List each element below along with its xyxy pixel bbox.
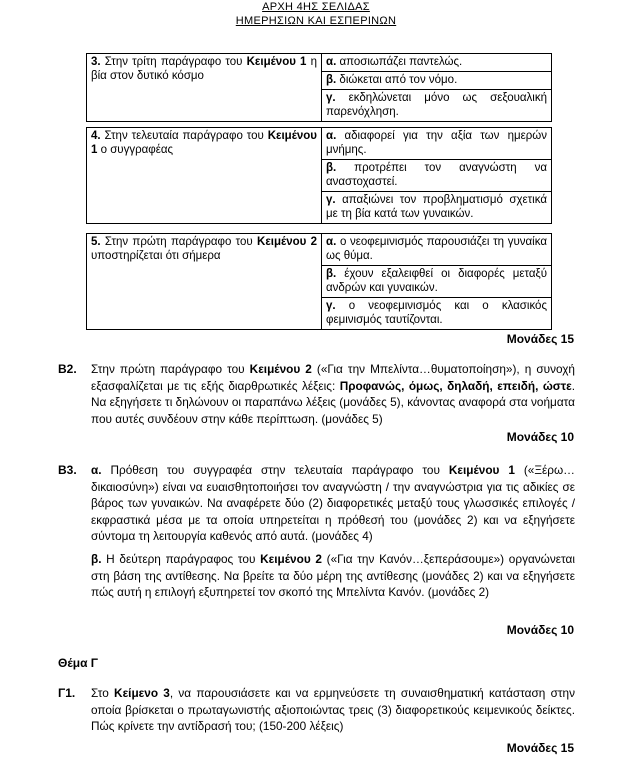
points-b2: Μονάδες 10 bbox=[506, 430, 574, 444]
question-g1-text: Στο Κείμενο 3, να παρουσιάσετε και να ερμηνεύσετε τη συναισθηματική κατάσταση στην οποία βρίσκεται ο πρωταγωνιστής αξιοποιώντας τρεις (3) διαφορετικούς κειμενικούς δείκτες. Πώς κρίνετε την αντίδρασή του; (150-200 λέξεις) bbox=[91, 686, 575, 733]
option-b: β. προτρέπει τον αναγνώστη να αναστοχαστεί. bbox=[322, 160, 552, 192]
option-b: β. διώκεται από τον νόμο. bbox=[322, 72, 552, 90]
header-line-2: ΗΜΕΡΗΣΙΩΝ ΚΑΙ ΕΣΠΕΡΙΝΩΝ bbox=[235, 15, 397, 27]
option-a: α. αδιαφορεί για την αξία των ημερών μνήμης. bbox=[322, 128, 552, 160]
question-label-g1: Γ1. bbox=[58, 686, 76, 700]
question-b3a-text: α. Πρόθεση του συγγραφέα στην τελευταία παράγραφο του Κειμένου 1 («Ξέρω… δικαιοσύνη») είναι να ευαισθητοποιήσει τον αναγνώστη / την αναγνώστρια για τις αδικίες σε βάρος των γυναικών. Να αναφέρετε δύο (2) διαφορετικές μεταξύ τους γλωσσικές επιλογές / εκφραστικά μέσα με τα οποία υπηρετείται η πρόθεσή του (μονάδες 2) και να εξηγήσετε σύντομα τη λειτουργία καθενός από αυτά. (μονάδες 4) bbox=[91, 463, 575, 543]
question-table-4 bbox=[86, 127, 552, 224]
question-b3b-text: β. Η δεύτερη παράγραφος του Κειμένου 2 («Για την Κανόν…ξεπεράσουμε») οργανώνεται στη βάση της αντίθεσης. Να βρείτε τα δύο μέρη της αντίθεσης (μονάδες 2) και να εξηγήσετε πώς αυτή η επιλογή εξυπηρετεί τον σκοπό της Μπελίντα Κανόν. (μονάδες 2) bbox=[91, 552, 575, 599]
question-table-5 bbox=[86, 233, 552, 330]
points-b3: Μονάδες 10 bbox=[506, 623, 574, 637]
question-b2-text: Στην πρώτη παράγραφο του Κειμένου 2 («Για την Μπελίντα…θυματοποίηση»), η συνοχή εξασφαλίζεται με τις εξής διαρθρωτικές λέξεις: Προφανώς, όμως, δηλαδή, επειδή, ώστε. Να εξηγήσετε τι δηλώνουν οι παραπάνω λέξεις (μονάδες 5), κάνοντας αναφορά στα νοήματα που αυτές συνδέουν στην κάθε περίπτωση. (μονάδες 5) bbox=[91, 362, 575, 426]
option-c: γ. απαξιώνει τον προβληματισμό σχετικά με τη βία κατά των γυναικών. bbox=[322, 192, 552, 224]
question-stem: 5. Στην πρώτη παράγραφο του Κειμένου 2 υποστηρίζεται ότι σήμερα bbox=[87, 234, 322, 330]
option-c: γ. εκδηλώνεται μόνο ως σεξουαλική παρενόχληση. bbox=[322, 90, 552, 122]
header-line-1: ΑΡΧΗ 4ΗΣ ΣΕΛΙΔΑΣ bbox=[262, 1, 370, 13]
section-title: Θέμα Γ bbox=[58, 656, 99, 670]
question-stem: 3. Στην τρίτη παράγραφο του Κειμένου 1 η βία στον δυτικό κόσμο bbox=[87, 54, 322, 122]
points-b1: Μονάδες 15 bbox=[506, 332, 574, 346]
question-stem: 4. Στην τελευταία παράγραφο του Κειμένου 1 ο συγγραφέας bbox=[87, 128, 322, 224]
question-label-b2: Β2. bbox=[58, 362, 77, 376]
option-a: α. αποσιωπάζει παντελώς. bbox=[322, 54, 552, 72]
option-c: γ. ο νεοφεμινισμός και ο κλασικός φεμινισμός ταυτίζονται. bbox=[322, 298, 552, 330]
question-table-3 bbox=[86, 53, 552, 122]
option-b: β. έχουν εξαλειφθεί οι διαφορές μεταξύ ανδρών και γυναικών. bbox=[322, 266, 552, 298]
option-a: α. ο νεοφεμινισμός παρουσιάζει τη γυναίκα ως θύμα. bbox=[322, 234, 552, 266]
question-label-b3: Β3. bbox=[58, 463, 77, 477]
points-g1: Μονάδες 15 bbox=[506, 741, 574, 755]
